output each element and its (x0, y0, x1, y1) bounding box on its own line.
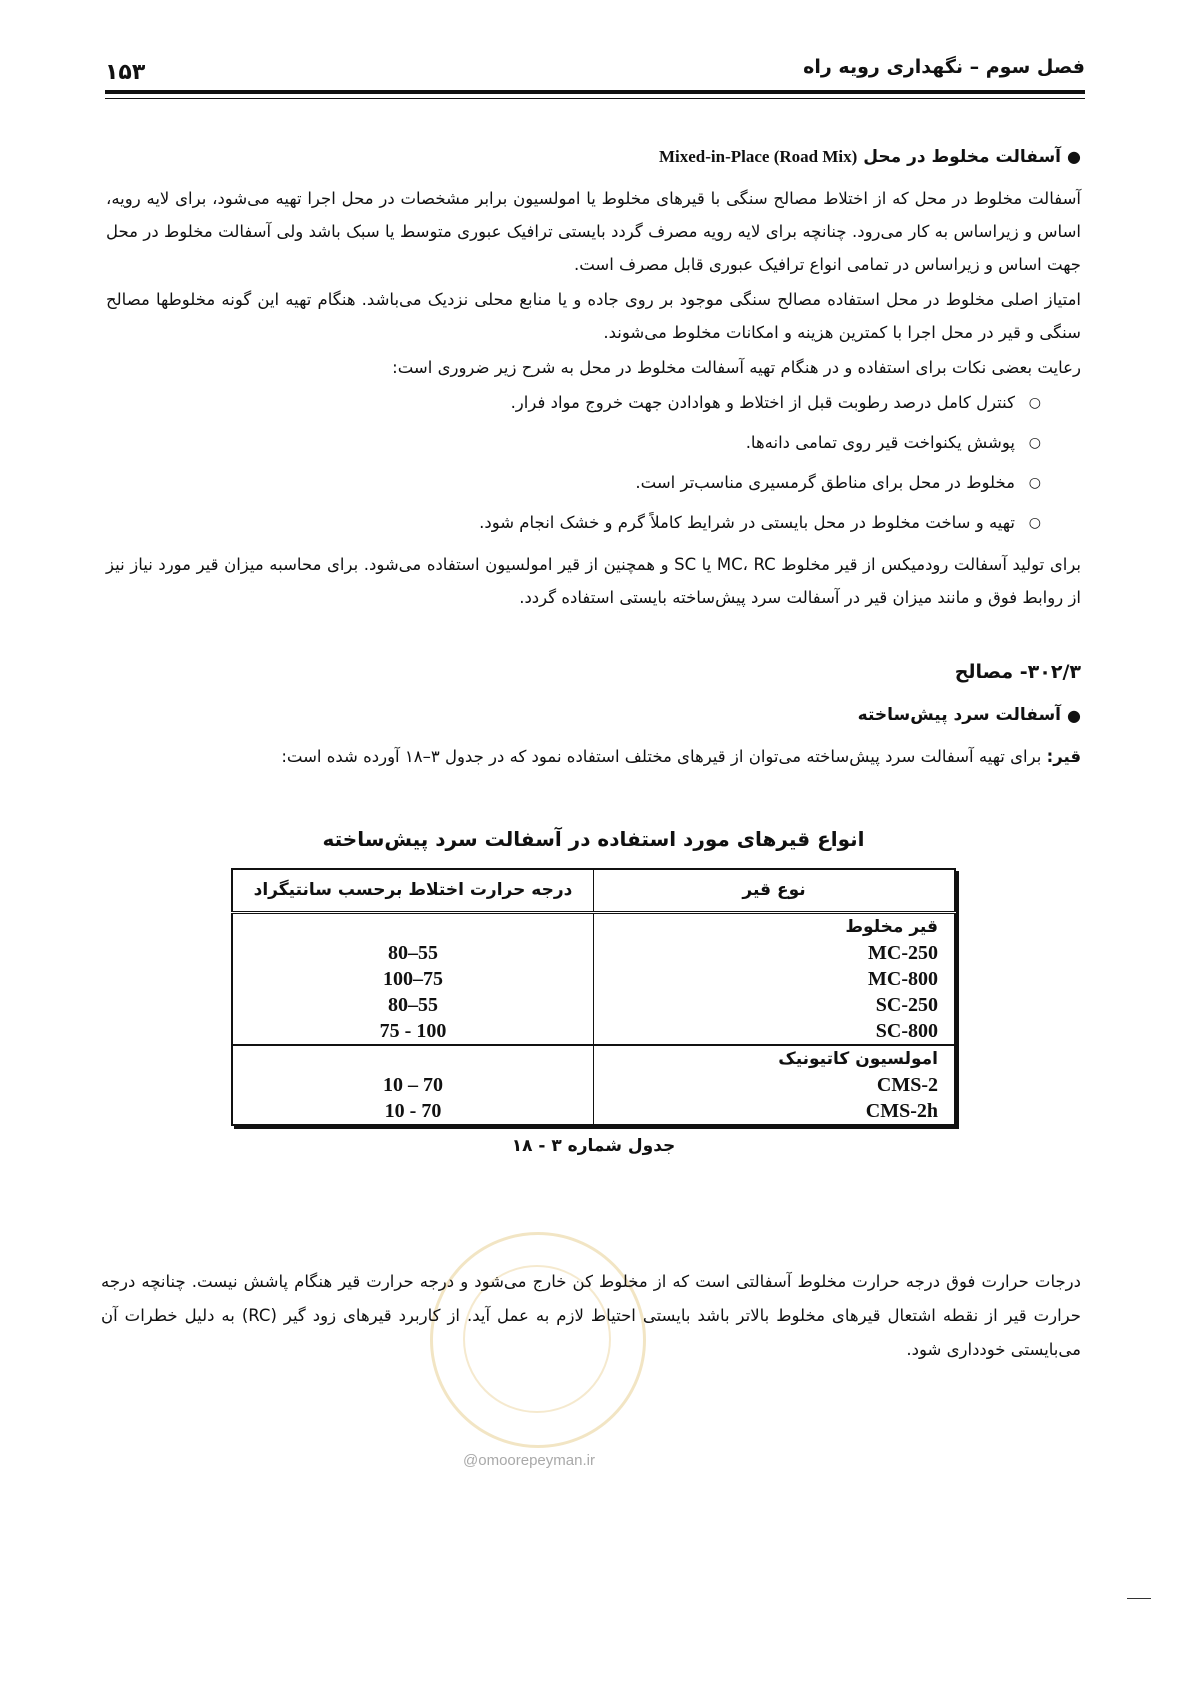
section-heading: ۳۰۲/۳- مصالح (954, 661, 1081, 683)
table-group-row (232, 1045, 955, 1072)
table-title: انواع قیرهای مورد استفاده در آسفالت سرد پیش‌ساخته (322, 827, 865, 851)
table-row (232, 966, 955, 992)
table-header-row (232, 869, 955, 913)
group-label: قیر مخلوط (594, 913, 956, 941)
bitumen-table (231, 868, 956, 1126)
bitumen-type: SC-800 (594, 1018, 956, 1045)
circle-bullet-icon: ○ (1028, 515, 1041, 531)
list-item: ○ پوشش یکنواخت قیر روی تمامی دانه‌ها. (106, 428, 1041, 458)
page-number: ۱۵۳ (105, 60, 146, 85)
column-header-type: نوع قیر (594, 869, 956, 913)
paragraph: آسفالت مخلوط در محل که از اختلاط مصالح سنگی با قیرهای مخلوط یا امولسیون برابر مشخصات در محل اجرا تهیه می‌شود، برای لایه رویه، اساس و زیراساس به کار می‌رود. چنانچه برای لایه رویه مصرف گردد بایستی ترافیک عبوری متوسط یا سبک باشد ولی آسفالت مخلوط در محل جهت اساس و زیراساس در تمامی انواع ترافیک عبوری قابل مصرف است. (106, 189, 1081, 274)
bitumen-type: CMS-2h (594, 1098, 956, 1125)
requirements-list (106, 388, 1081, 538)
mix-temperature: 100–75 (232, 966, 594, 992)
header-rule (105, 90, 1085, 94)
paragraph: برای تولید آسفالت رودمیکس از قیر مخلوط MC، RC یا SC و همچنین از قیر امولسیون استفاده می‌شود. برای محاسبه میزان قیر مورد نیاز نیز از روابط فوق و مانند میزان قیر در آسفالت سرد پیش‌ساخته بایستی استفاده گردد. (106, 555, 1082, 607)
bullet-icon: ● (1067, 706, 1081, 725)
table-row (232, 940, 955, 966)
table-row (232, 1098, 955, 1125)
list-item: ○ مخلوط در محل برای مناطق گرمسیری مناسب‌تر است. (106, 468, 1041, 498)
bitumen-type: MC-800 (594, 966, 956, 992)
heading-text-fa: آسفالت مخلوط در محل (863, 147, 1061, 167)
circle-bullet-icon: ○ (1028, 395, 1041, 411)
bitumen-type: SC-250 (594, 992, 956, 1018)
column-header-temp: درجه حرارت اختلاط برحسب سانتیگراد (232, 869, 594, 913)
mix-temperature: 10 – 70 (232, 1072, 594, 1098)
list-item: ○ کنترل کامل درصد رطوبت قبل از اختلاط و هوادادن جهت خروج مواد فرار. (106, 388, 1041, 418)
table-group-row (232, 913, 955, 941)
table-row (232, 1072, 955, 1098)
table-row (232, 1018, 955, 1045)
watermark-url: @omoorepeyman.ir (463, 1452, 595, 1469)
bitumen-type: CMS-2 (594, 1072, 956, 1098)
mix-temperature: 10 - 70 (232, 1098, 594, 1125)
circle-bullet-icon: ○ (1028, 435, 1041, 451)
subsection-bullet-heading: ● آسفالت سرد پیش‌ساخته (106, 699, 1081, 732)
table-caption: جدول شماره ۳ - ۱۸ (511, 1136, 676, 1156)
mix-temperature: 80–55 (232, 992, 594, 1018)
mix-temperature: 80–55 (232, 940, 594, 966)
circle-bullet-icon: ○ (1028, 475, 1041, 491)
bitumen-type: MC-250 (594, 940, 956, 966)
section-bullet-heading (106, 140, 1081, 174)
paragraph: رعایت بعضی نکات برای استفاده و در هنگام تهیه آسفالت مخلوط در محل به شرح زیر ضروری است: (392, 358, 1081, 377)
mix-temperature: 75 - 100 (232, 1018, 594, 1045)
page-header (105, 52, 1085, 100)
margin-mark (1127, 1598, 1151, 1599)
main-content (106, 140, 1081, 1163)
paragraph: امتیاز اصلی مخلوط در محل استفاده مصالح سنگی موجود بر روی جاده و یا منابع محلی نزدیک می‌باشد. هنگام تهیه این گونه مخلوطها مصالح سنگی و قیر در محل اجرا با کمترین هزینه و امکانات مخلوط می‌شوند. (106, 290, 1081, 342)
paragraph: قیر: برای تهیه آسفالت سرد پیش‌ساخته می‌توان از قیرهای مختلف استفاده نمود که در جدول ۳–۱۸ آورده شده است: (281, 747, 1081, 766)
table-row (232, 992, 955, 1018)
bullet-icon: ● (1067, 147, 1081, 166)
chapter-title: فصل سوم – نگهداری رویه راه (803, 56, 1085, 78)
header-rule-thin (105, 98, 1085, 99)
lead-term: قیر: (1046, 747, 1081, 766)
closing-paragraph: درجات حرارت فوق درجه حرارت مخلوط آسفالتی است که از مخلوط کن خارج می‌شود و درجه حرارت قیر هنگام پاشش نیست. چنانچه درجه حرارت قیر از نقطه اشتعال قیرهای مخلوط بالاتر باشد بایستی احتیاط لازم به عمل آید. از کاربرد قیرهای زود گیر (RC) به دلیل خطرات آن می‌بایستی خودداری شود. (101, 1271, 1081, 1359)
group-label: امولسیون کاتیونیک (594, 1045, 956, 1072)
list-item: ○ تهیه و ساخت مخلوط در محل بایستی در شرایط کاملاً گرم و خشک انجام شود. (106, 508, 1041, 538)
heading-text-en: Mixed-in-Place (Road Mix) (658, 147, 858, 166)
